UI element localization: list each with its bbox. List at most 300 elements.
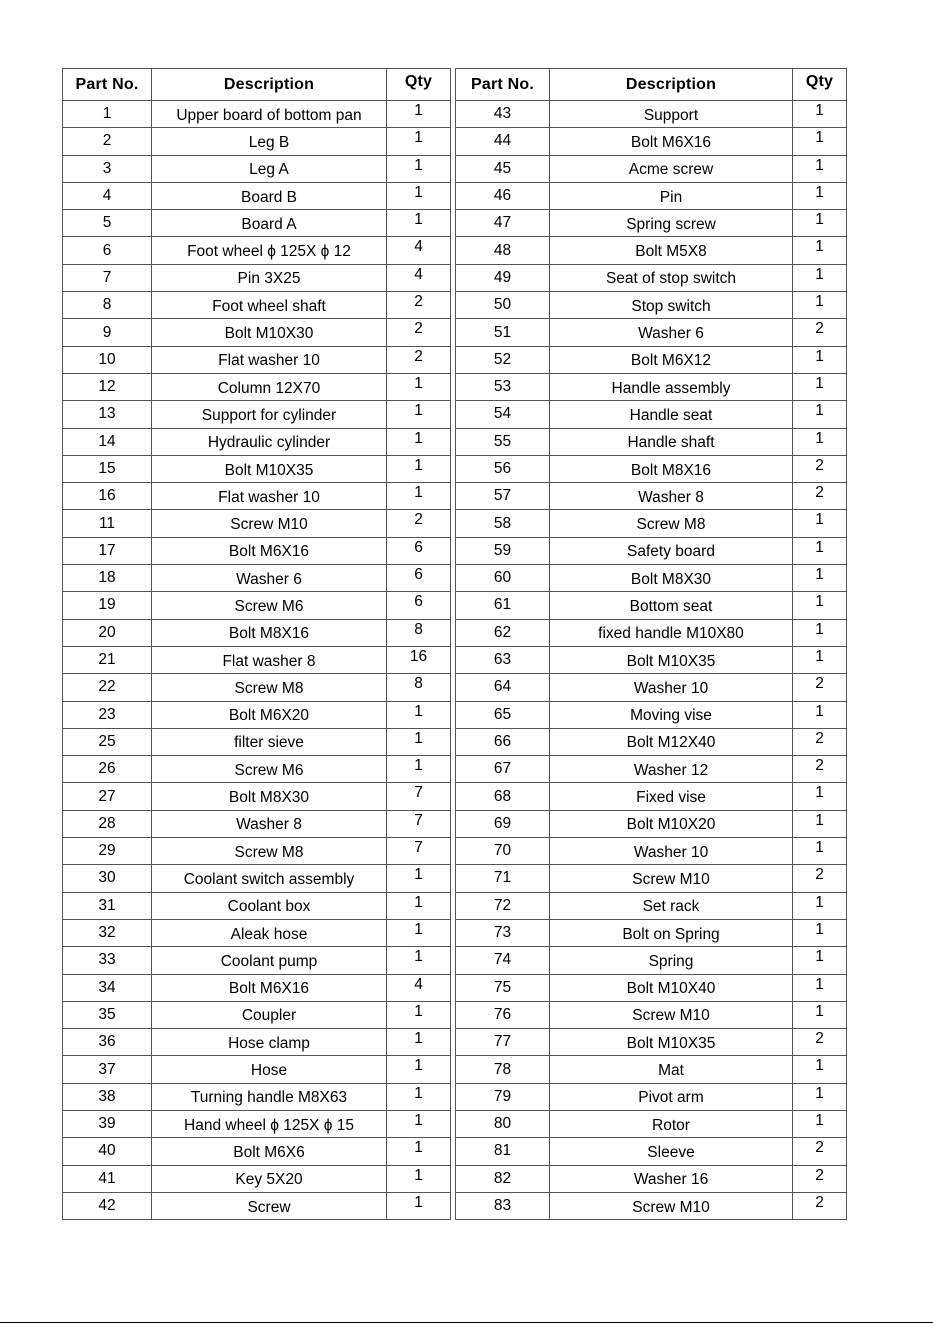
description-cell: Flat washer 8 [152,646,387,673]
description-cell: Bolt M12X40 [550,728,793,755]
part-number-cell: 5 [63,210,152,237]
description-cell: Bolt M8X30 [152,783,387,810]
description-cell: Coolant switch assembly [152,865,387,892]
qty-cell: 4 [387,974,451,1001]
table-row [63,401,451,428]
table-row [63,155,451,182]
table-row [63,210,451,237]
header-qty: Qty [387,69,451,101]
table-row [456,674,847,701]
table-row [456,701,847,728]
qty-cell: 1 [793,210,847,237]
part-number-cell: 66 [456,728,550,755]
part-number-cell: 27 [63,783,152,810]
qty-cell: 1 [793,128,847,155]
table-row [63,1029,451,1056]
table-row [456,319,847,346]
table-row [456,401,847,428]
qty-cell: 4 [387,264,451,291]
part-number-cell: 29 [63,838,152,865]
description-cell: Spring [550,947,793,974]
description-cell: Screw M8 [550,510,793,537]
part-number-cell: 23 [63,701,152,728]
part-number-cell: 62 [456,619,550,646]
qty-cell: 6 [387,592,451,619]
qty-cell: 2 [793,1029,847,1056]
table-row [63,1083,451,1110]
part-number-cell: 18 [63,565,152,592]
part-number-cell: 83 [456,1192,550,1219]
table-row [63,947,451,974]
description-cell: Washer 8 [550,483,793,510]
description-cell: Bolt M6X6 [152,1138,387,1165]
qty-cell: 1 [387,1192,451,1219]
table-row [63,838,451,865]
description-cell: Leg B [152,128,387,155]
qty-cell: 1 [793,264,847,291]
description-cell: Flat washer 10 [152,346,387,373]
part-number-cell: 46 [456,182,550,209]
qty-cell: 1 [793,592,847,619]
qty-cell: 2 [793,756,847,783]
part-number-cell: 70 [456,838,550,865]
qty-cell: 1 [793,565,847,592]
table-row [63,483,451,510]
part-number-cell: 52 [456,346,550,373]
qty-cell: 2 [387,510,451,537]
part-number-cell: 12 [63,373,152,400]
table-row [63,974,451,1001]
part-number-cell: 9 [63,319,152,346]
qty-cell: 2 [793,1192,847,1219]
description-cell: Coolant box [152,892,387,919]
table-row [63,783,451,810]
description-cell: Bolt M5X8 [550,237,793,264]
table-row [456,428,847,455]
description-cell: Pin [550,182,793,209]
header-part-no: Part No. [456,69,550,101]
part-number-cell: 38 [63,1083,152,1110]
table-row [63,1165,451,1192]
description-cell: Stop switch [550,292,793,319]
part-number-cell: 71 [456,865,550,892]
table-row [456,237,847,264]
part-number-cell: 42 [63,1192,152,1219]
part-number-cell: 31 [63,892,152,919]
description-cell: Seat of stop switch [550,264,793,291]
parts-table-left [62,68,451,1220]
qty-cell: 1 [793,947,847,974]
qty-cell: 1 [387,401,451,428]
table-row [456,756,847,783]
description-cell: Screw M8 [152,674,387,701]
qty-cell: 1 [793,346,847,373]
qty-cell: 1 [387,428,451,455]
qty-cell: 1 [793,838,847,865]
table-header-row [63,69,451,101]
table-row [456,1029,847,1056]
table-row [63,292,451,319]
qty-cell: 1 [793,1110,847,1137]
description-cell: Column 12X70 [152,373,387,400]
part-number-cell: 19 [63,592,152,619]
description-cell: Screw M10 [550,1001,793,1028]
description-cell: Bolt M8X30 [550,565,793,592]
part-number-cell: 78 [456,1056,550,1083]
part-number-cell: 30 [63,865,152,892]
qty-cell: 1 [793,783,847,810]
qty-cell: 8 [387,674,451,701]
qty-cell: 1 [387,1029,451,1056]
qty-cell: 1 [387,701,451,728]
part-number-cell: 76 [456,1001,550,1028]
qty-cell: 1 [793,919,847,946]
qty-cell: 1 [793,401,847,428]
table-row [456,1001,847,1028]
part-number-cell: 69 [456,810,550,837]
description-cell: Bolt M8X16 [152,619,387,646]
part-number-cell: 21 [63,646,152,673]
table-body-left [63,101,451,1220]
description-cell: Leg A [152,155,387,182]
table-row [63,565,451,592]
qty-cell: 1 [793,974,847,1001]
table-row [63,1138,451,1165]
table-row [63,264,451,291]
page-bottom-rule [0,1322,933,1323]
table-row [456,1138,847,1165]
qty-cell: 6 [387,537,451,564]
table-row [63,319,451,346]
qty-cell: 8 [387,619,451,646]
qty-cell: 4 [387,237,451,264]
table-row [63,373,451,400]
description-cell: fixed handle M10X80 [550,619,793,646]
header-description: Description [152,69,387,101]
qty-cell: 1 [793,1083,847,1110]
description-cell: Bottom seat [550,592,793,619]
table-row [456,537,847,564]
qty-cell: 1 [387,128,451,155]
table-row [63,701,451,728]
qty-cell: 2 [387,346,451,373]
table-row [63,455,451,482]
part-number-cell: 73 [456,919,550,946]
description-cell: Set rack [550,892,793,919]
part-number-cell: 28 [63,810,152,837]
qty-cell: 2 [793,1138,847,1165]
header-qty: Qty [793,69,847,101]
qty-cell: 2 [793,865,847,892]
table-row [63,892,451,919]
description-cell: Bolt M10X35 [550,646,793,673]
description-cell: Support for cylinder [152,401,387,428]
part-number-cell: 26 [63,756,152,783]
description-cell: Washer 8 [152,810,387,837]
part-number-cell: 48 [456,237,550,264]
description-cell: Board A [152,210,387,237]
part-number-cell: 54 [456,401,550,428]
table-row [456,292,847,319]
table-row [456,810,847,837]
description-cell: Bolt M6X16 [550,128,793,155]
part-number-cell: 17 [63,537,152,564]
part-number-cell: 77 [456,1029,550,1056]
table-row [456,210,847,237]
part-number-cell: 22 [63,674,152,701]
qty-cell: 1 [387,455,451,482]
table-row [456,838,847,865]
qty-cell: 1 [387,155,451,182]
part-number-cell: 39 [63,1110,152,1137]
qty-cell: 1 [387,1056,451,1083]
description-cell: Bolt M8X16 [550,455,793,482]
description-cell: Hose [152,1056,387,1083]
qty-cell: 6 [387,565,451,592]
description-cell: Screw M10 [152,510,387,537]
part-number-cell: 60 [456,565,550,592]
table-row [63,1110,451,1137]
qty-cell: 1 [793,101,847,128]
part-number-cell: 41 [63,1165,152,1192]
description-cell: Safety board [550,537,793,564]
qty-cell: 2 [793,728,847,755]
part-number-cell: 68 [456,783,550,810]
part-number-cell: 55 [456,428,550,455]
table-row [456,346,847,373]
table-row [456,592,847,619]
table-row [63,865,451,892]
part-number-cell: 32 [63,919,152,946]
table-row [63,619,451,646]
qty-cell: 1 [793,510,847,537]
qty-cell: 2 [387,319,451,346]
table-row [63,1001,451,1028]
description-cell: Moving vise [550,701,793,728]
qty-cell: 2 [793,674,847,701]
qty-cell: 1 [387,865,451,892]
table-row [456,892,847,919]
description-cell: Sleeve [550,1138,793,1165]
description-cell: Coolant pump [152,947,387,974]
qty-cell: 1 [793,292,847,319]
part-number-cell: 4 [63,182,152,209]
description-cell: Bolt on Spring [550,919,793,946]
description-cell: Washer 6 [550,319,793,346]
table-row [63,237,451,264]
qty-cell: 1 [793,373,847,400]
parts-table-right [455,68,847,1220]
qty-cell: 1 [387,210,451,237]
qty-cell: 7 [387,810,451,837]
table-row [456,155,847,182]
description-cell: Bolt M6X20 [152,701,387,728]
qty-cell: 1 [387,182,451,209]
qty-cell: 7 [387,783,451,810]
part-number-cell: 43 [456,101,550,128]
description-cell: Spring screw [550,210,793,237]
table-row [63,182,451,209]
part-number-cell: 67 [456,756,550,783]
table-row [456,510,847,537]
part-number-cell: 47 [456,210,550,237]
description-cell: Handle shaft [550,428,793,455]
description-cell: Bolt M6X12 [550,346,793,373]
description-cell: Flat washer 10 [152,483,387,510]
qty-cell: 1 [387,1083,451,1110]
part-number-cell: 57 [456,483,550,510]
description-cell: Bolt M10X35 [550,1029,793,1056]
description-cell: Foot wheel shaft [152,292,387,319]
table-row [456,264,847,291]
table-row [63,101,451,128]
part-number-cell: 79 [456,1083,550,1110]
table-row [63,756,451,783]
qty-cell: 1 [387,483,451,510]
table-row [63,646,451,673]
part-number-cell: 56 [456,455,550,482]
description-cell: Bolt M10X20 [550,810,793,837]
part-number-cell: 45 [456,155,550,182]
description-cell: Washer 16 [550,1165,793,1192]
part-number-cell: 81 [456,1138,550,1165]
qty-cell: 1 [387,892,451,919]
qty-cell: 1 [387,1138,451,1165]
qty-cell: 1 [793,810,847,837]
header-description: Description [550,69,793,101]
part-number-cell: 8 [63,292,152,319]
part-number-cell: 35 [63,1001,152,1028]
table-row [456,783,847,810]
table-row [456,565,847,592]
table-row [63,510,451,537]
part-number-cell: 1 [63,101,152,128]
qty-cell: 1 [793,619,847,646]
part-number-cell: 49 [456,264,550,291]
part-number-cell: 37 [63,1056,152,1083]
part-number-cell: 58 [456,510,550,537]
description-cell: Screw M10 [550,1192,793,1219]
part-number-cell: 51 [456,319,550,346]
description-cell: Acme screw [550,155,793,182]
part-number-cell: 2 [63,128,152,155]
qty-cell: 1 [793,646,847,673]
description-cell: Handle assembly [550,373,793,400]
table-row [456,1056,847,1083]
qty-cell: 1 [387,756,451,783]
description-cell: Washer 10 [550,674,793,701]
description-cell: Screw M6 [152,592,387,619]
description-cell: Bolt M6X16 [152,974,387,1001]
qty-cell: 1 [387,373,451,400]
part-number-cell: 64 [456,674,550,701]
table-row [63,428,451,455]
table-row [456,182,847,209]
qty-cell: 1 [387,947,451,974]
table-body-right [456,101,847,1220]
part-number-cell: 10 [63,346,152,373]
description-cell: Foot wheel ϕ 125X ϕ 12 [152,237,387,264]
table-row [63,728,451,755]
table-row [456,1083,847,1110]
table-row [456,455,847,482]
qty-cell: 16 [387,646,451,673]
part-number-cell: 15 [63,455,152,482]
description-cell: Hose clamp [152,1029,387,1056]
table-row [456,1110,847,1137]
qty-cell: 1 [387,919,451,946]
table-row [63,674,451,701]
qty-cell: 1 [387,1001,451,1028]
table-row [63,1056,451,1083]
table-row [456,373,847,400]
description-cell: Support [550,101,793,128]
table-row [456,619,847,646]
table-row [456,947,847,974]
table-row [456,101,847,128]
description-cell: Coupler [152,1001,387,1028]
description-cell: Hand wheel ϕ 125X ϕ 15 [152,1110,387,1137]
table-row [456,919,847,946]
part-number-cell: 65 [456,701,550,728]
qty-cell: 1 [793,537,847,564]
description-cell: Upper board of bottom pan [152,101,387,128]
description-cell: Turning handle M8X63 [152,1083,387,1110]
description-cell: filter sieve [152,728,387,755]
header-part-no: Part No. [63,69,152,101]
table-row [456,483,847,510]
part-number-cell: 75 [456,974,550,1001]
qty-cell: 1 [387,101,451,128]
table-row [456,1165,847,1192]
table-row [456,728,847,755]
description-cell: Washer 6 [152,565,387,592]
part-number-cell: 80 [456,1110,550,1137]
part-number-cell: 33 [63,947,152,974]
qty-cell: 1 [793,182,847,209]
table-row [63,810,451,837]
qty-cell: 1 [793,237,847,264]
table-row [456,865,847,892]
part-number-cell: 20 [63,619,152,646]
part-number-cell: 34 [63,974,152,1001]
part-number-cell: 44 [456,128,550,155]
qty-cell: 2 [793,1165,847,1192]
part-number-cell: 3 [63,155,152,182]
part-number-cell: 40 [63,1138,152,1165]
description-cell: Mat [550,1056,793,1083]
qty-cell: 1 [793,428,847,455]
description-cell: Pivot arm [550,1083,793,1110]
table-row [63,537,451,564]
description-cell: Pin 3X25 [152,264,387,291]
qty-cell: 1 [793,1001,847,1028]
description-cell: Screw [152,1192,387,1219]
qty-cell: 1 [387,728,451,755]
description-cell: Screw M8 [152,838,387,865]
qty-cell: 1 [793,1056,847,1083]
table-row [456,1192,847,1219]
qty-cell: 2 [793,455,847,482]
qty-cell: 2 [793,483,847,510]
description-cell: Bolt M6X16 [152,537,387,564]
qty-cell: 1 [793,155,847,182]
description-cell: Key 5X20 [152,1165,387,1192]
part-number-cell: 61 [456,592,550,619]
part-number-cell: 74 [456,947,550,974]
description-cell: Bolt M10X35 [152,455,387,482]
description-cell: Board B [152,182,387,209]
